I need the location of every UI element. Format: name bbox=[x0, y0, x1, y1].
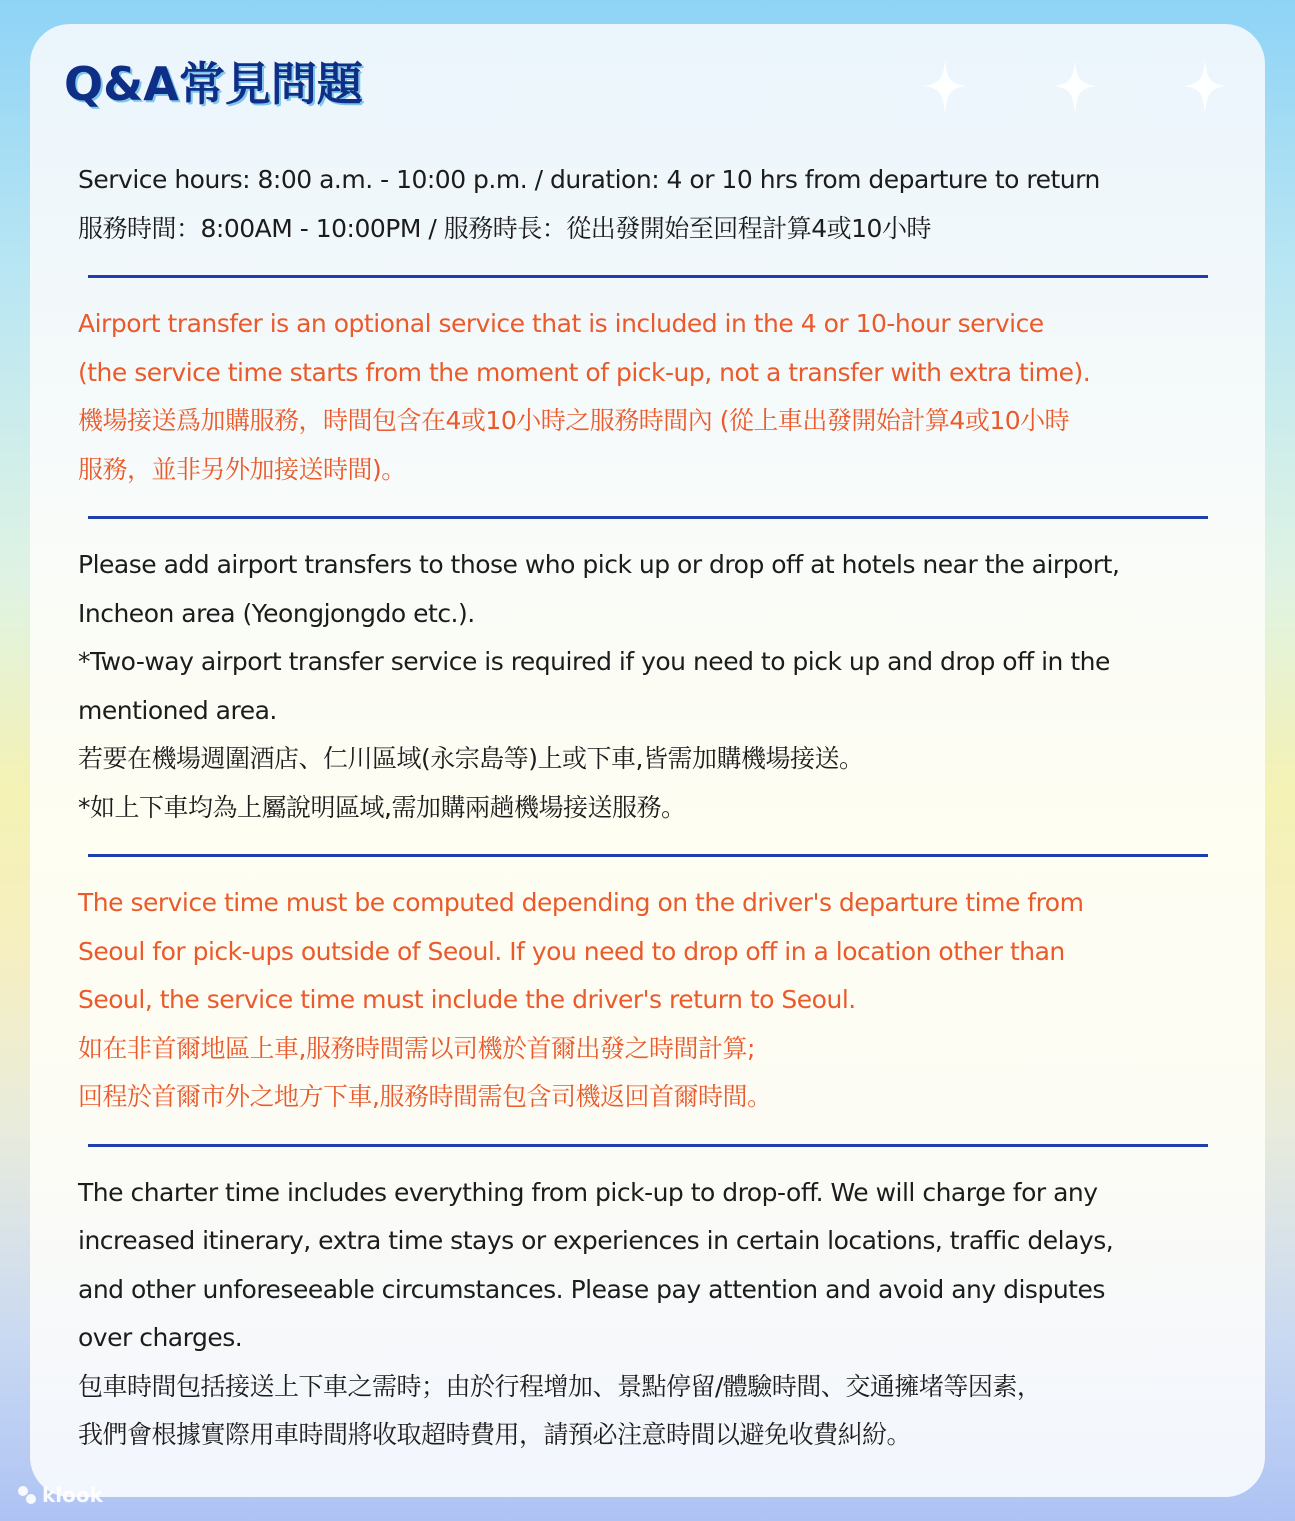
text-line: Incheon area (Yeongjongdo etc.). bbox=[78, 598, 475, 628]
watermark-text: klook bbox=[42, 1483, 103, 1507]
sparkle-icon bbox=[1053, 60, 1097, 114]
text-line: increased itinerary, extra time stays or experiences in certain locations, traffic delays, bbox=[78, 1226, 1114, 1255]
qa-content bbox=[78, 156, 1248, 1460]
section-divider bbox=[88, 275, 1208, 278]
text-line: Seoul for pick-ups outside of Seoul. If you need to drop off in a location other than bbox=[78, 936, 1065, 966]
sparkle-icon bbox=[923, 60, 967, 114]
text-line: 若要在機場週圍酒店、仁川區域(永宗島等)上或下車,皆需加購機場接送。 bbox=[78, 744, 864, 773]
klook-logo-icon bbox=[16, 1484, 38, 1506]
section-divider bbox=[88, 854, 1208, 857]
text-line: Please add airport transfers to those who pick up or drop off at hotels near the airport, bbox=[78, 550, 1120, 579]
text-line: Service hours: 8:00 a.m. - 10:00 p.m. / duration: 4 or 10 hrs from departure to return bbox=[78, 165, 1100, 194]
qa-section-service-hours bbox=[78, 156, 1248, 253]
text-line: over charges. bbox=[78, 1323, 243, 1352]
text-line: 包車時間包括接送上下車之需時；由於行程增加、景點停留/體驗時間、交通擁堵等因素， bbox=[78, 1371, 1042, 1401]
text-line: mentioned area. bbox=[78, 695, 277, 725]
text-line: and other unforeseeable circumstances. Please pay attention and avoid any disputes bbox=[78, 1274, 1105, 1304]
text-line: 服務，並非另外加接送時間)。 bbox=[78, 454, 406, 484]
page-title: Q&A常見問題 bbox=[64, 57, 363, 111]
qa-card bbox=[30, 24, 1265, 1497]
text-line: 我們會根據實際用車時間將收取超時費用，請預必注意時間以避免收費糾紛。 bbox=[78, 1420, 912, 1449]
qa-section-outside-seoul bbox=[78, 879, 1248, 1122]
text-line: *Two-way airport transfer service is required if you need to pick up and drop off in the bbox=[78, 647, 1110, 676]
text-line: The service time must be computed depending on the driver's departure time from bbox=[78, 888, 1084, 917]
text-line: 機場接送爲加購服務，時間包含在4或10小時之服務時間內 (從上車出發開始計算4或10小時 bbox=[78, 406, 1070, 435]
text-line: Airport transfer is an optional service that is included in the 4 or 10-hour service bbox=[78, 309, 1044, 338]
text-line: 服務時間：8:00AM - 10:00PM / 服務時長：從出發開始至回程計算4或10小時 bbox=[78, 213, 931, 243]
text-line: (the service time starts from the moment of pick-up, not a transfer with extra time). bbox=[78, 357, 1091, 387]
text-line: 如在非首爾地區上車,服務時間需以司機於首爾出發之時間計算; bbox=[78, 1033, 755, 1063]
section-divider bbox=[88, 1144, 1208, 1147]
qa-section-incheon-area bbox=[78, 541, 1248, 832]
text-line: The charter time includes everything from pick-up to drop-off. We will charge for any bbox=[78, 1177, 1098, 1207]
qa-section-airport-transfer bbox=[78, 300, 1248, 494]
text-line: Seoul, the service time must include the driver's return to Seoul. bbox=[78, 985, 856, 1014]
text-line: 回程於首爾市外之地方下車,服務時間需包含司機返回首爾時間。 bbox=[78, 1082, 772, 1111]
sparkle-icon bbox=[1183, 60, 1225, 114]
section-divider bbox=[88, 516, 1208, 519]
sparkle-icons bbox=[895, 58, 1225, 118]
text-line: *如上下車均為上屬說明區域,需加購兩趟機場接送服務。 bbox=[78, 792, 686, 822]
qa-section-charter-time bbox=[78, 1169, 1248, 1460]
klook-watermark-logo bbox=[16, 1483, 103, 1507]
